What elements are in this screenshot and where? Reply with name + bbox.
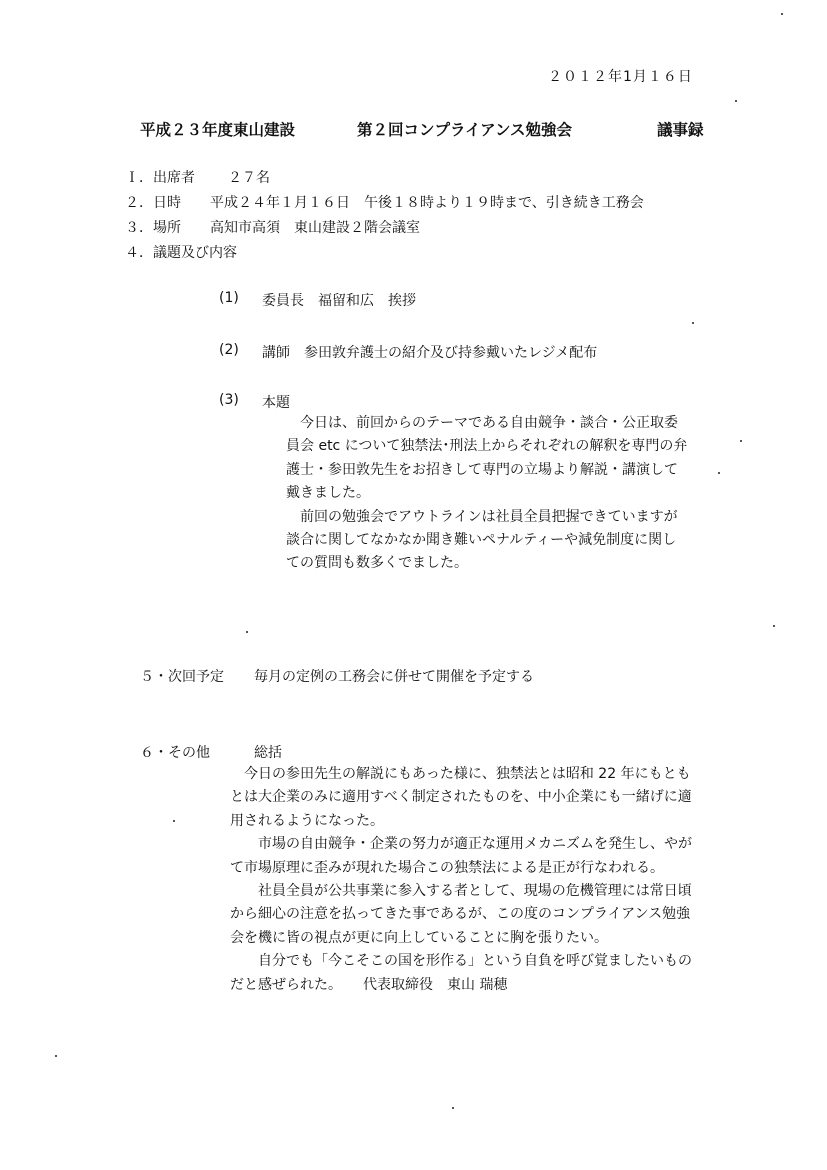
other-label: ６・その他	[140, 745, 210, 761]
document-date: ２０１２年1月１６日	[548, 69, 693, 85]
next-meeting-label: ５・次回予定	[140, 669, 224, 685]
summary-line: 会を機に皆の視点が更に向上していることに胸を張りたい。	[230, 929, 608, 946]
attendees-value: ２７名	[228, 170, 270, 186]
datetime-value: 平成２４年１月１６日 午後１８時より１９時まで、引き続き工務会	[210, 195, 644, 211]
agenda-item-1-text: 委員長 福留和広 挨拶	[262, 293, 416, 309]
attendees-label: Ｉ．出席者	[125, 170, 195, 186]
agenda-item-3-text: 本題	[262, 395, 290, 411]
agenda-item-3-num: (3)	[219, 392, 239, 408]
main-topic-line: 護士・参田敦先生をお招きして専門の立場より解説・講演して	[286, 461, 678, 478]
agenda-item-2-text: 講師 参田敦弁護士の紹介及び持参戴いたレジメ配布	[262, 345, 598, 361]
summary-line: て市場原理に歪みが現れた場合この独禁法による是正が行なわれる。	[230, 859, 664, 876]
scan-speck	[718, 472, 720, 474]
scan-speck	[692, 322, 694, 324]
main-topic-line: 談合に関してなかなか聞き難いペナルティーや減免制度に関し	[286, 532, 677, 549]
place-label: ３．場所	[125, 220, 181, 236]
title-company: 平成２３年度東山建設	[140, 121, 296, 139]
main-topic-line: 今日は、前回からのテーマである自由競争・談合・公正取委	[286, 415, 678, 431]
main-topic-line: 戴きました。	[286, 485, 370, 502]
summary-line: から細心の注意を払ってきた事であるが、この度のコンプライアンス勉強	[230, 906, 691, 923]
summary-heading: 総括	[254, 745, 282, 761]
datetime-label: ２．日時	[125, 195, 181, 211]
scan-speck	[740, 440, 742, 442]
agenda-item-2-num: (2)	[219, 342, 239, 358]
next-meeting-text: 毎月の定例の工務会に併せて開催を予定する	[254, 669, 534, 685]
scan-speck	[781, 13, 783, 15]
place-value: 高知市高須 東山建設２階会議室	[210, 220, 420, 236]
summary-line: とは大企業のみに適用すべく制定されたものを、中小企業にも一緒げに適	[230, 789, 692, 806]
summary-line: だと感ぜられた。 代表取締役 東山 瑞穂	[230, 976, 508, 993]
scan-speck	[452, 1107, 454, 1109]
title-minutes: 議事録	[657, 121, 704, 139]
summary-paragraph	[230, 763, 692, 997]
agenda-heading: ４．議題及び内容	[125, 245, 237, 261]
title-meeting: 第２回コンプライアンス勉強会	[357, 121, 572, 139]
main-topic-line: 前回の勉強会でアウトラインは社員全員把握できていますが	[286, 508, 678, 525]
scan-speck	[246, 631, 248, 633]
agenda-item-1-num: (1)	[219, 290, 239, 306]
summary-line: 市場の自由競争・企業の努力が適正な運用メカニズムを発生し、やが	[230, 836, 692, 853]
summary-line: 自分でも「今こそこの国を形作る」という自負を呼び覚ましたいもの	[230, 953, 692, 970]
main-topic-line: ての質問も数多くでました。	[286, 555, 468, 572]
scan-speck	[55, 1055, 57, 1057]
main-topic-paragraph	[286, 412, 687, 576]
scan-speck	[173, 820, 175, 822]
summary-line: 今日の参田先生の解説にもあった様に、独禁法とは昭和 22 年にもとも	[230, 766, 691, 782]
scan-speck	[735, 100, 737, 102]
main-topic-line: 員会 etc について独禁法･刑法上からそれぞれの解釈を専門の弁	[286, 438, 688, 455]
summary-line: 用されるようになった。	[230, 812, 384, 829]
summary-line: 社員全員が公共事業に参入する者として、現場の危機管理には常日頃	[230, 883, 692, 900]
scan-speck	[773, 625, 775, 627]
